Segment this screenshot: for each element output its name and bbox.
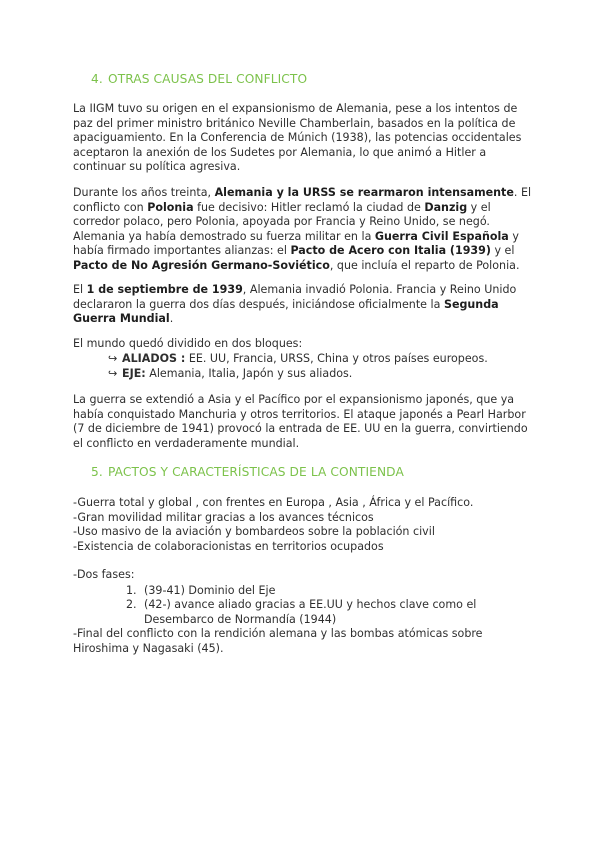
hook-arrow-icon: ↪	[108, 352, 118, 365]
text-run: y el corredor polaco, pero Polonia, apoyada por Francia y Reino Unido, se negó. Alemania ya había demostrado su fuerza militar en la	[73, 200, 491, 243]
paragraph-pacific: La guerra se extendió a Asia y el Pacífico por el expansionismo japonés, que ya había conquistado Manchuria y otros territorios. El ataque japonés a Pearl Harbor (7 de diciembre de 1941) provocó la entrada de EE. UU en la guerra, convirtiendo el conflicto en verdaderamente mundial.	[73, 393, 528, 450]
hook-arrow-icon: ↪	[108, 367, 118, 380]
section-5-heading	[91, 465, 404, 479]
text-run: .	[169, 312, 174, 326]
feature-item: -Uso masivo de la aviación y bombardeos sobre la población civil	[73, 525, 435, 539]
phases-label: -Dos fases:	[73, 568, 135, 581]
phase-number: 2.	[126, 598, 137, 611]
bold-run: Pacto de No Agresión Germano-Soviético	[73, 258, 330, 272]
features-list	[73, 496, 533, 554]
paragraph-invasion	[73, 283, 533, 327]
section-4-title: OTRAS CAUSAS DEL CONFLICTO	[108, 72, 308, 86]
feature-item: -Gran movilidad militar gracias a los avances técnicos	[73, 510, 374, 524]
phase-number: 1.	[126, 584, 137, 597]
bold-run: Danzig	[424, 200, 468, 214]
bold-run: Pacto de Acero con Italia (1939)	[290, 244, 491, 258]
text-run: fue decisivo: Hitler reclamó la ciudad de	[193, 200, 425, 214]
section-4-heading	[91, 72, 307, 86]
section-4-number: 4.	[91, 72, 103, 86]
text-run: y el	[490, 244, 515, 258]
phase-item-1	[126, 584, 506, 599]
bold-run: Segunda Guerra Mundial	[73, 297, 499, 326]
paragraph-blocs-intro: El mundo quedó dividido en dos bloques:	[73, 337, 303, 350]
bloc-label: EJE:	[122, 367, 146, 380]
section-5-title: PACTOS Y CARACTERÍSTICAS DE LA CONTIENDA	[108, 465, 404, 479]
text-run: y había firmado importantes alianzas: el	[73, 229, 519, 258]
bold-run: Polonia	[147, 200, 194, 214]
text-run: , Alemania invadió Polonia. Francia y Reino Unido declararon la guerra dos días después, iniciándose oficialmente la	[73, 283, 517, 311]
paragraph-origins: La IIGM tuvo su origen en el expansionismo de Alemania, pese a los intentos de paz del primer ministro británico Neville Chamberlain, basados en la política de apaciguamiento. En la Conferencia de Múnich (1938), las potencias occidentales aceptaron la anexión de los Sudetes por Alemania, lo que animó a Hitler a continuar su política agresiva.	[73, 102, 522, 174]
bloc-text: EE. UU, Francia, URSS, China y otros países europeos.	[185, 352, 488, 365]
bloc-label: ALIADOS :	[122, 352, 186, 365]
bloc-item-eje	[108, 367, 352, 382]
text-run: El	[73, 283, 87, 296]
feature-item: -Guerra total y global , con frentes en Europa , Asia , África y el Pacífico.	[73, 496, 474, 509]
text-run: , que incluía el reparto de Polonia.	[329, 258, 520, 272]
phase-text: (39-41) Dominio del Eje	[144, 584, 276, 597]
bold-run: 1 de septiembre de 1939	[86, 283, 243, 296]
paragraph-final: -Final del conflicto con la rendición alemana y las bombas atómicas sobre Hiroshima y Nagasaki (45).	[73, 627, 483, 655]
paragraph-rearmament	[73, 186, 533, 274]
section-5-number: 5.	[91, 465, 103, 479]
text-run: Durante los años treinta,	[73, 186, 215, 199]
text-run: . El conflicto con	[73, 186, 532, 214]
bold-run: Alemania y la URSS se rearmaron intensamente	[214, 186, 514, 199]
bloc-item-aliados	[108, 352, 488, 367]
feature-item: -Existencia de colaboracionistas en territorios ocupados	[73, 539, 384, 553]
phase-text: (42-) avance aliado gracias a EE.UU y hechos clave como el Desembarco de Normandía (1944)	[144, 598, 477, 626]
phase-item-2	[126, 598, 506, 627]
bold-run: Guerra Civil Española	[374, 229, 509, 243]
bloc-text: Alemania, Italia, Japón y sus aliados.	[145, 367, 353, 380]
